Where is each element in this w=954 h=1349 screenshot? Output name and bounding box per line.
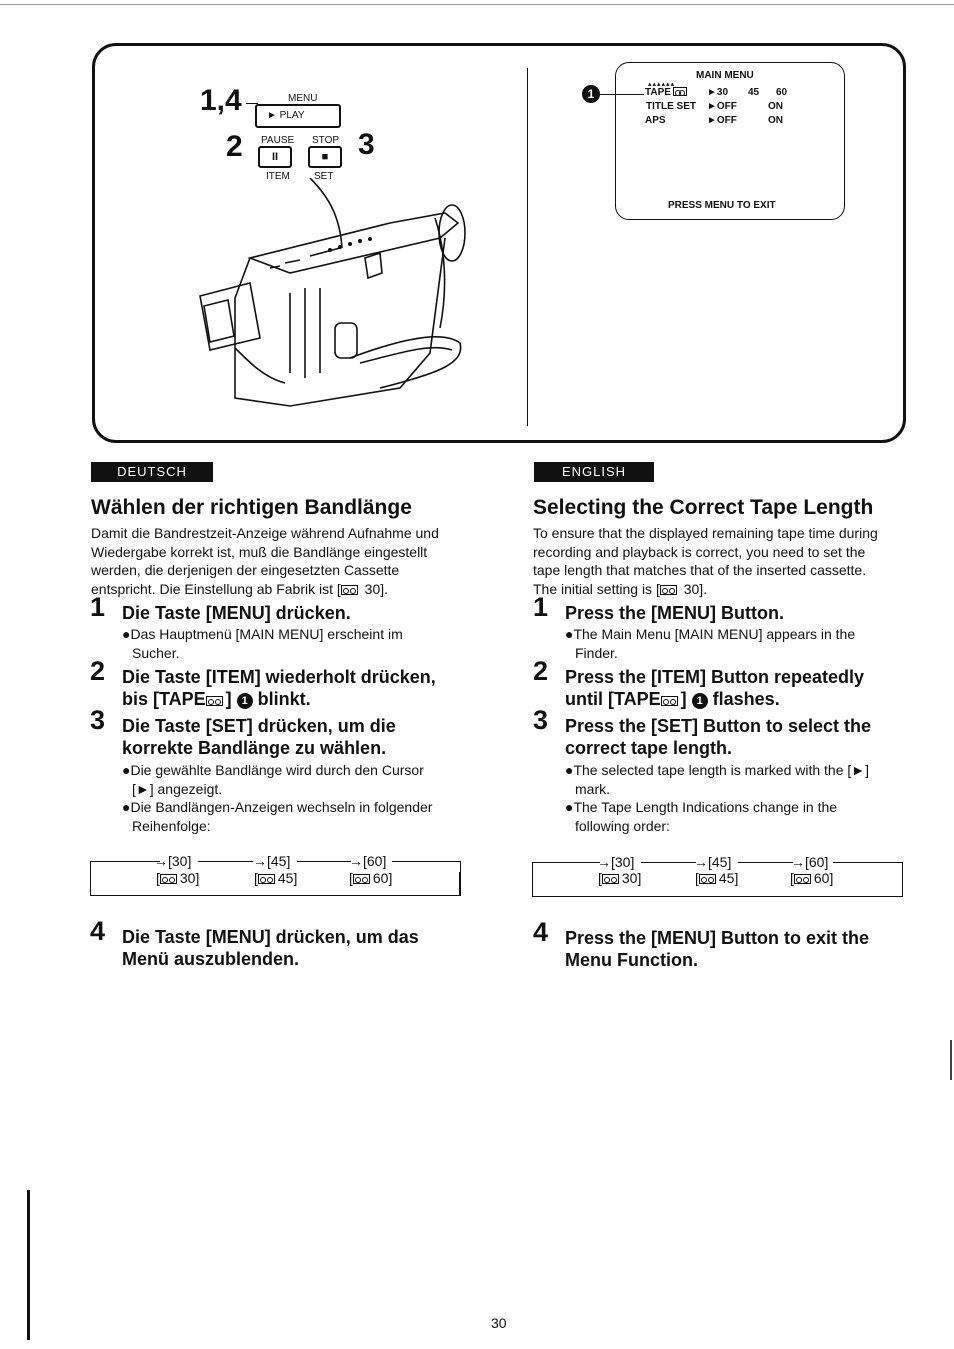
stop-set-button: ■: [308, 146, 342, 168]
tape-cassette-icon: [660, 585, 677, 595]
sequence-step: →[60]: [791, 854, 829, 870]
step-title-2-en: Press the [ITEM] Button repeatedly until [TAPE ] 1 flashes.: [565, 667, 865, 709]
sequence-step: →[45]: [694, 854, 732, 870]
step-number-1-en: 1: [533, 592, 549, 622]
step-bullet-de: ●Das Hauptmenü [MAIN MENU] erscheint im Sucher.: [122, 626, 403, 661]
step-number-2-de: 2: [90, 656, 106, 686]
step-title-1-de: Die Taste [MENU] drücken.: [122, 603, 351, 623]
sequence-arrow-line: [392, 861, 460, 862]
sequence-arrow-line: [738, 862, 793, 863]
section-title-en: Selecting the Correct Tape Length: [533, 496, 874, 519]
pause-item-button: II: [258, 146, 292, 168]
menu-row-aps-label: APS: [645, 115, 666, 126]
sequence-edge: [90, 861, 91, 896]
pause-caption: PAUSE: [261, 135, 295, 146]
step-title-3-de: Die Taste [SET] drücken, um die korrekte Bandlänge zu wählen.: [122, 716, 396, 758]
menu-value: ON: [768, 115, 783, 126]
menu-value: 45: [748, 87, 760, 98]
step-ref-3: 3: [358, 128, 375, 161]
illustration-divider: [527, 68, 528, 426]
step-number-3-de: 3: [90, 705, 106, 735]
sequence-arrow-line: [198, 861, 253, 862]
language-label-deutsch: DEUTSCH: [91, 462, 213, 482]
stop-caption: STOP: [312, 135, 340, 146]
step-number-3-en: 3: [533, 705, 549, 735]
sequence-value: [ 45]: [254, 870, 298, 886]
sequence-value: [ 45]: [695, 870, 739, 886]
sequence-value: [ 60]: [790, 870, 834, 886]
tape-cassette-icon: [602, 874, 619, 884]
tape-cassette-icon: [353, 874, 370, 884]
camcorder-illustration: [190, 178, 490, 423]
callout-marker-1: 1: [582, 85, 600, 103]
step-title-4-de: Die Taste [MENU] drücken, um das Menü auszublenden.: [122, 927, 419, 969]
step-number-4-en: 4: [533, 917, 549, 947]
menu-row-tape-label: TAPE: [645, 87, 690, 98]
intro-paragraph-de: Damit die Bandrestzeit-Anzeige während Aufnahme und Wiedergabe korrekt ist, muß die Bandlänge eingestellt werden, die derjenigen der eingesetzten Cassette entspricht. Die Einstellung ab Fabrik ist [ 30].: [91, 525, 439, 597]
page-top-rule: [0, 4, 954, 5]
menu-value: ►OFF: [707, 115, 737, 126]
step-ref-1-4: 1,4: [200, 84, 242, 117]
set-caption: SET: [314, 171, 334, 182]
language-label-english: ENGLISH: [534, 462, 654, 482]
step-title-3-en: Press the [SET] Button to select the correct tape length.: [565, 716, 872, 758]
sequence-arrow-line: [833, 862, 903, 863]
step-bullets-de: ●Die gewählte Bandlänge wird durch den Cursor [►] angezeigt. ●Die Bandlängen-Anzeigen wechseln in folgender Reihenfolge:: [122, 762, 433, 834]
menu-value: ON: [768, 101, 783, 112]
callout-marker-1: 1: [692, 693, 708, 709]
sequence-arrow-line: [297, 861, 351, 862]
menu-row-title-set-label: TITLE SET: [646, 101, 696, 112]
step-number-2-en: 2: [533, 656, 549, 686]
step-title-4-en: Press the [MENU] Button to exit the Menu Function.: [565, 928, 870, 970]
tape-cassette-icon: [794, 874, 811, 884]
tape-cassette-icon: [673, 87, 687, 96]
sequence-arrow-line: [532, 862, 600, 863]
tape-cassette-icon: [661, 696, 678, 706]
play-button-caption: ► PLAY: [267, 110, 305, 121]
menu-value: ►OFF: [707, 101, 737, 112]
step-bullets-en: ●The selected tape length is marked with the [►] mark. ●The Tape Length Indications change in the following order:: [565, 762, 870, 834]
sequence-value: [ 30]: [598, 870, 642, 886]
step-bullet-en: ●The Main Menu [MAIN MENU] appears in the Finder.: [565, 626, 856, 661]
sequence-value: [ 60]: [349, 870, 393, 886]
sequence-edge: [532, 896, 903, 897]
tape-cassette-icon: [206, 696, 223, 706]
menu-play-button: [255, 104, 341, 128]
intro-paragraph-en: To ensure that the displayed remaining tape time during recording and playback is correct, you need to set the tape length that matches that of the inserted cassette. The initial setting is [ 30].: [533, 525, 878, 597]
sequence-edge: [460, 861, 461, 896]
tape-cassette-icon: [341, 585, 358, 595]
step-ref-2: 2: [226, 130, 243, 163]
sequence-step: →[60]: [349, 853, 387, 869]
tape-cassette-icon: [258, 874, 275, 884]
step-number-1-de: 1: [90, 592, 106, 622]
menu-value: ►30: [707, 87, 729, 98]
binding-mark: [27, 1190, 30, 1340]
page-number: 30: [491, 1315, 507, 1331]
menu-screen-footer: PRESS MENU TO EXIT: [668, 200, 776, 211]
edge-mark: [950, 1040, 952, 1080]
item-caption: ITEM: [266, 171, 290, 182]
sequence-edge: [532, 862, 533, 897]
menu-value: 60: [776, 87, 788, 98]
sequence-edge: [902, 862, 903, 897]
menu-screen-title: MAIN MENU: [696, 70, 754, 81]
step-title-2-de: Die Taste [ITEM] wiederholt drücken, bis [TAPE ] 1 blinkt.: [122, 667, 436, 709]
sequence-value: [ 30]: [156, 870, 200, 886]
tape-cassette-icon: [160, 874, 177, 884]
sequence-step: →[45]: [253, 853, 291, 869]
menu-button-caption: MENU: [288, 93, 318, 104]
sequence-arrow-line: [90, 861, 160, 862]
sequence-arrow-line: [641, 862, 696, 863]
step-title-1-en: Press the [MENU] Button.: [565, 603, 785, 623]
section-title-de: Wählen der richtigen Bandlänge: [91, 496, 412, 519]
sequence-step: →[30]: [154, 853, 192, 869]
callout-marker-1: 1: [237, 693, 253, 709]
sequence-step: →[30]: [597, 854, 635, 870]
callout-line: [246, 103, 258, 104]
flash-rays-icon: ▴▴▴▴▴▴: [648, 81, 676, 88]
step-number-4-de: 4: [90, 916, 106, 946]
tape-cassette-icon: [699, 874, 716, 884]
